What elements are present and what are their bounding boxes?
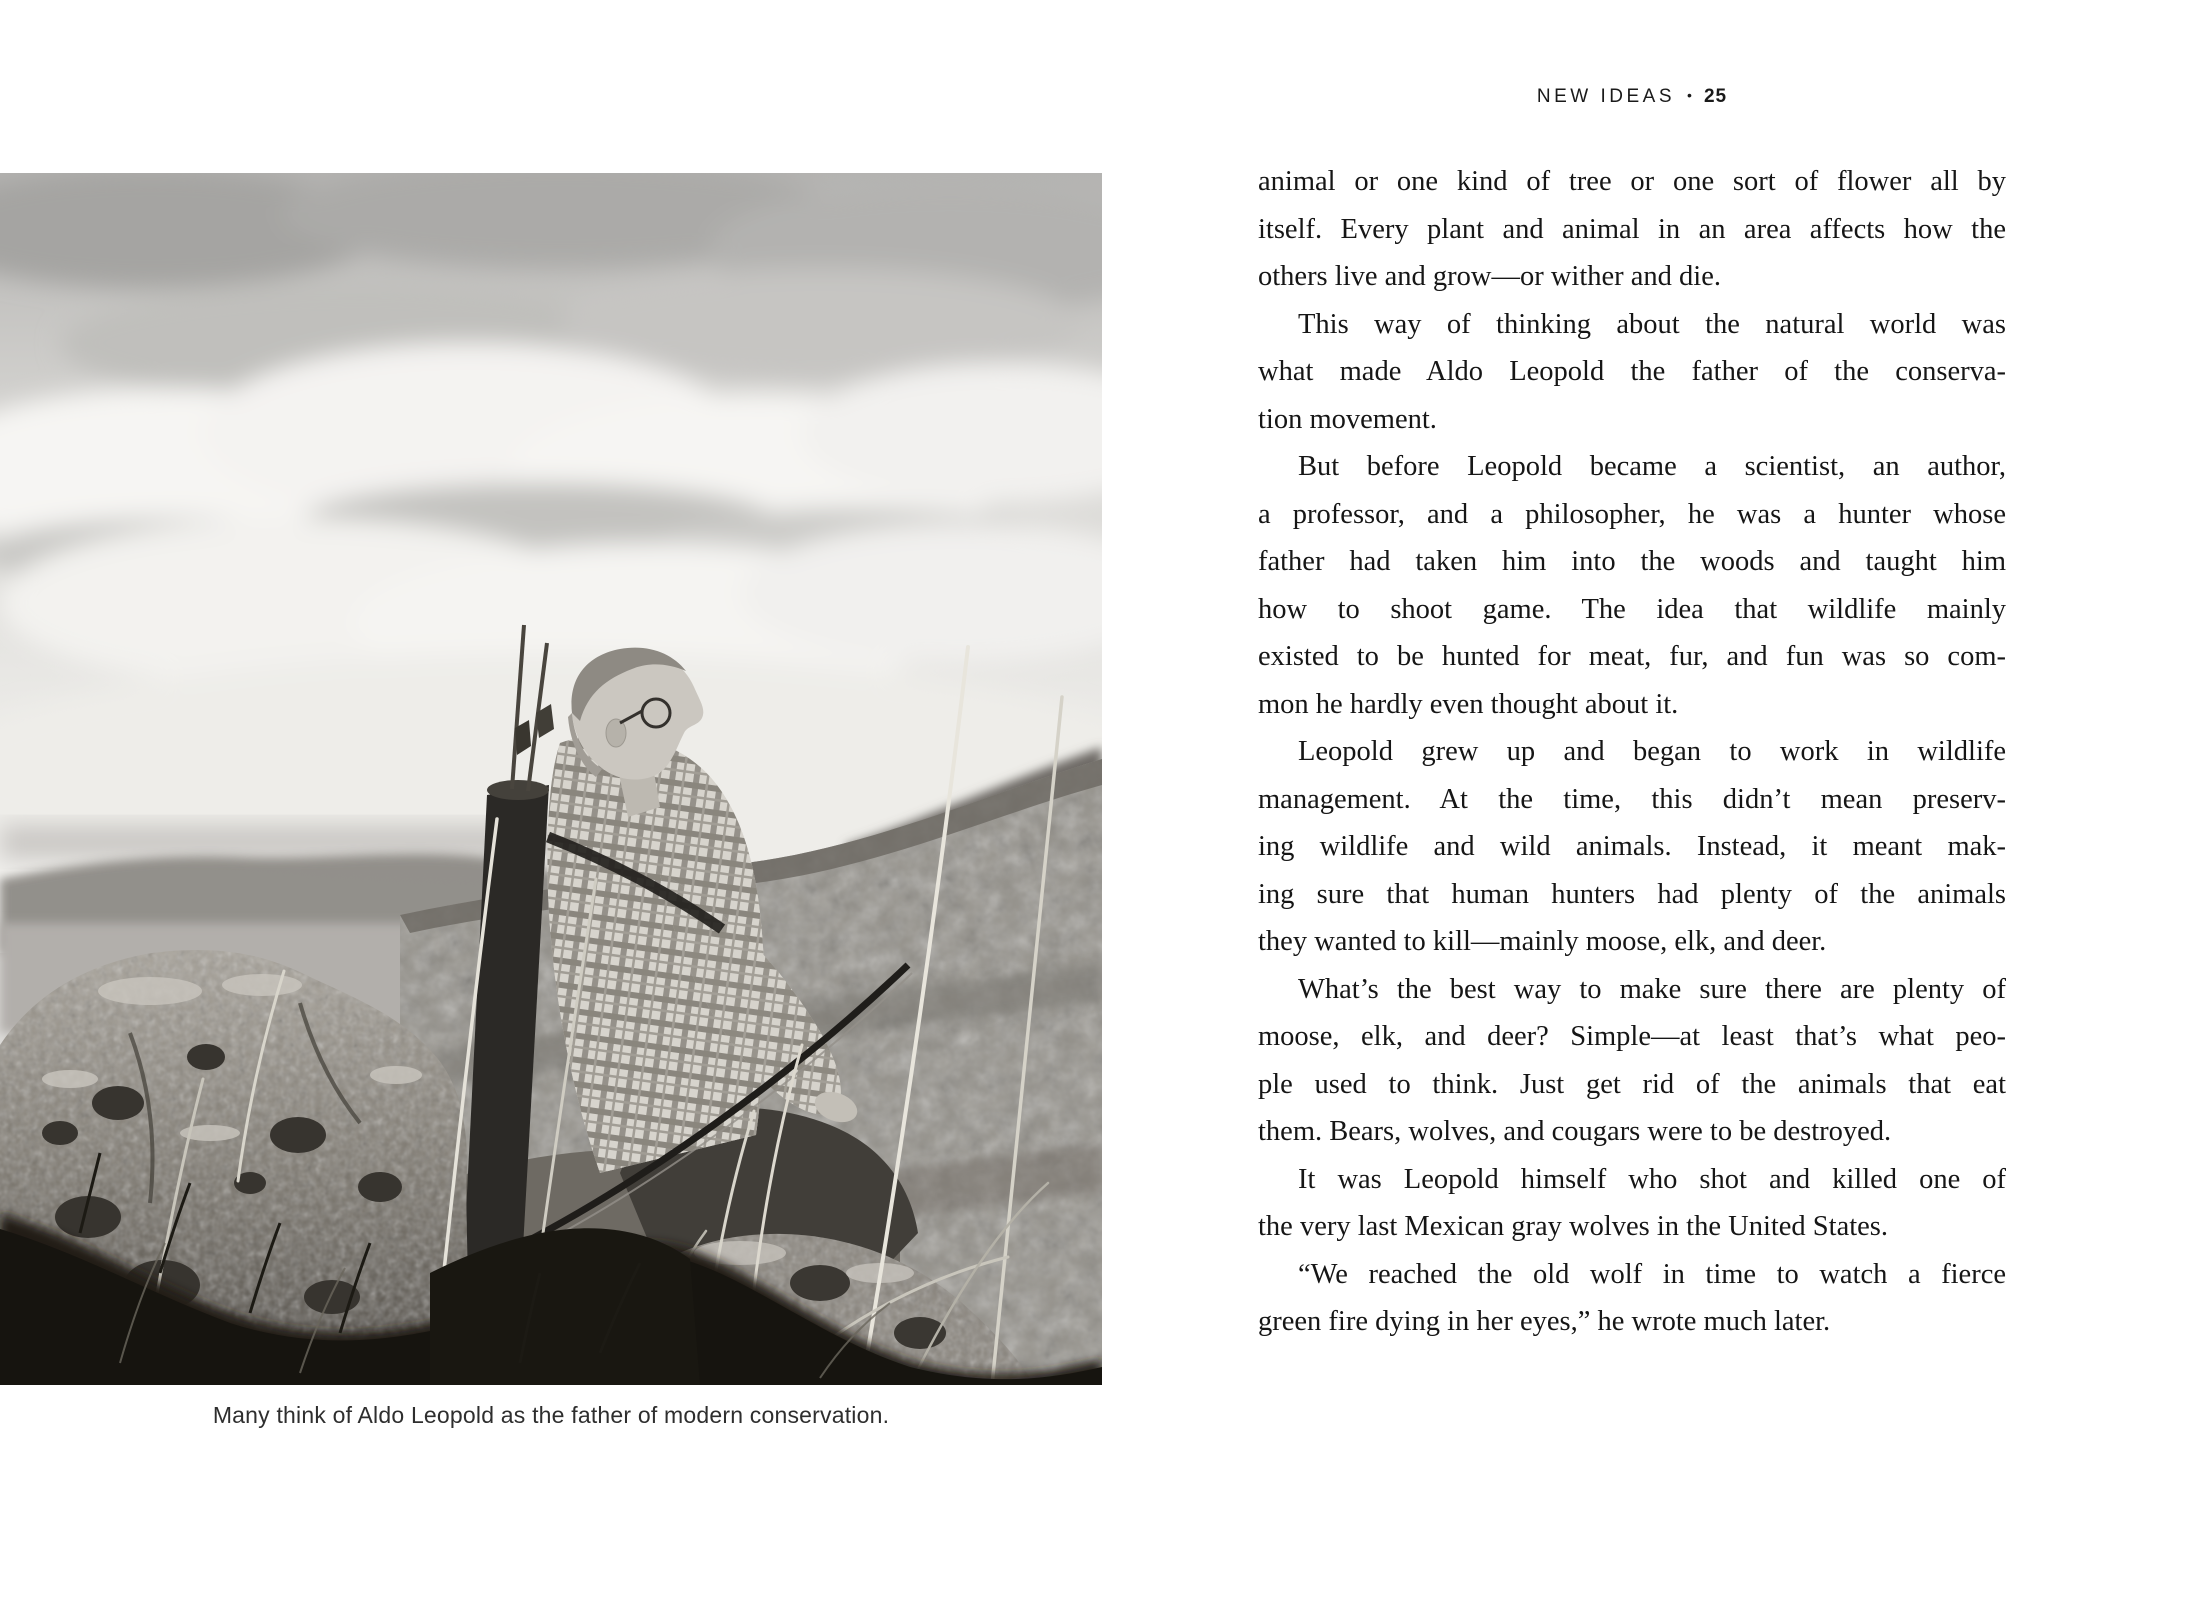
text-line: father had taken him into the woods and taught him	[1258, 546, 2006, 577]
text-line: the very last Mexican gray wolves in the United States.	[1258, 1211, 1889, 1242]
ear	[606, 719, 626, 747]
text-line: This way of thinking about the natural world was	[1298, 308, 2006, 340]
section-title: NEW IDEAS	[1536, 86, 1676, 107]
body-text	[1258, 158, 2006, 1346]
text-line: what made Aldo Leopold the father of the conserva-	[1258, 356, 2006, 387]
text-line: But before Leopold became a scientist, an author,	[1298, 451, 2006, 482]
photo-figure	[0, 173, 1102, 1429]
text-line: they wanted to kill—mainly moose, elk, and deer.	[1258, 926, 1827, 957]
text-line: green fire dying in her eyes,” he wrote much later.	[1258, 1306, 1831, 1337]
text-line: tion movement.	[1258, 403, 1437, 435]
text-line: What’s the best way to make sure there are plenty of	[1298, 973, 2006, 1005]
text-line: animal or one kind of tree or one sort of flower all by	[1258, 166, 2006, 197]
text-line: It was Leopold himself who shot and killed one of	[1298, 1163, 2006, 1195]
photo-illustration	[0, 173, 1102, 1385]
text-line: ple used to think. Just get rid of the animals that eat	[1258, 1068, 2006, 1100]
page-number: 25	[1703, 86, 1728, 107]
text-line: how to shoot game. The idea that wildlife mainly	[1258, 593, 2006, 625]
leopold-photo	[0, 173, 1102, 1385]
text-line: ing sure that human hunters had plenty of the animals	[1258, 878, 2006, 910]
text-line: them. Bears, wolves, and cougars were to be destroyed.	[1258, 1116, 1892, 1147]
text-line: mon he hardly even thought about it.	[1258, 688, 1679, 720]
text-line: “We reached the old wolf in time to watch a fierce	[1298, 1258, 2006, 1290]
text-line: Leopold grew up and began to work in wildlife	[1298, 736, 2006, 767]
text-line: management. At the time, this didn’t mean preserv-	[1258, 783, 2006, 815]
photo-caption: Many think of Aldo Leopold as the father of modern conservation.	[212, 1402, 890, 1428]
text-line: itself. Every plant and animal in an area affects how the	[1258, 213, 2006, 245]
text-line: a professor, and a philosopher, he was a hunter whose	[1258, 498, 2006, 530]
text-line: others live and grow—or wither and die.	[1258, 261, 1721, 292]
text-line: existed to be hunted for meat, fur, and fun was so com-	[1258, 641, 2006, 672]
running-header	[1258, 86, 2006, 108]
text-line: moose, elk, and deer? Simple—at least that’s what peo-	[1258, 1021, 2006, 1052]
separator-dot: •	[1687, 87, 1692, 103]
text-line: ing wildlife and wild animals. Instead, it meant mak-	[1258, 831, 2006, 862]
